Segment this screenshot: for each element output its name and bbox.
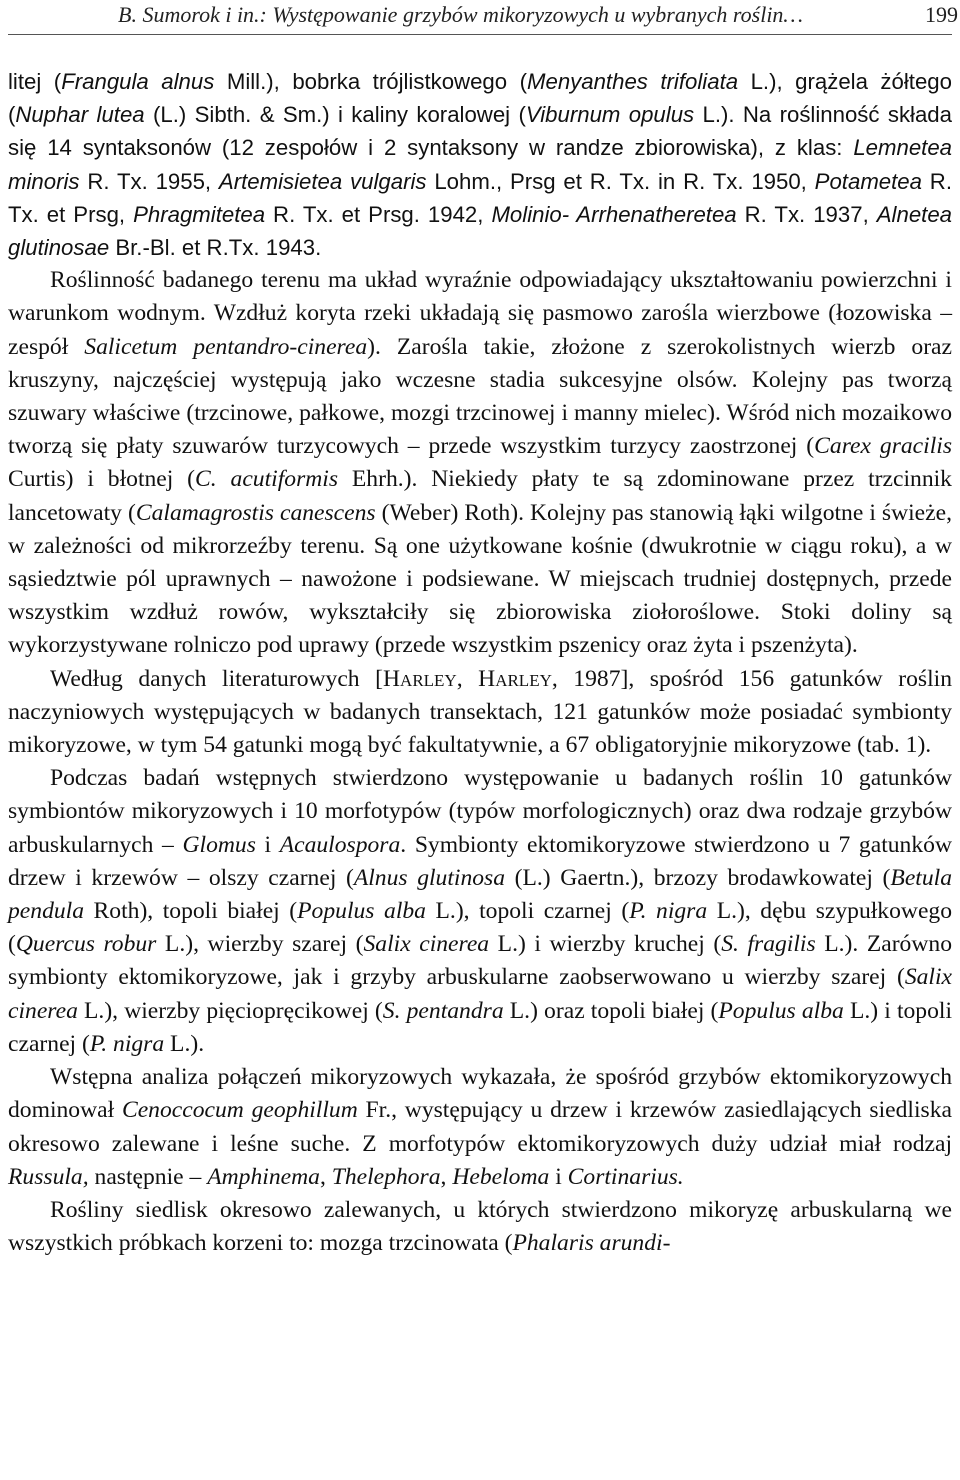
text-run: L.) i wierzby kruchej (: [489, 931, 722, 958]
text-run: R. Tx. 1937,: [736, 201, 877, 227]
italic-term: Glomus: [182, 831, 256, 858]
paragraph: [8, 1061, 952, 1194]
text-run: L.). Zarówno symbionty ektomikoryzowe, jak i grzyby arbuskularne zaobserwowano u wierzby szarej (: [8, 931, 952, 991]
italic-term: Salix cinerea: [363, 931, 490, 958]
italic-term: Lemnetea minoris: [8, 135, 952, 194]
italic-term: Populus alba: [297, 898, 426, 925]
italic-term: Molinio- Arrhenatheretea: [491, 201, 737, 227]
italic-term: Potametea: [814, 168, 922, 194]
italic-term: Frangula alnus: [61, 69, 215, 94]
italic-term: Nuphar lutea: [15, 102, 145, 128]
italic-term: Acaulospora: [279, 831, 401, 858]
text-run: Roth), topoli białej (: [84, 898, 298, 925]
italic-term: Salicetum pentandro-cinerea: [84, 333, 368, 360]
italic-term: Amphinema: [207, 1163, 320, 1190]
text-run: L.) i topoli czarnej (: [8, 997, 952, 1057]
italic-term: Phragmitetea: [133, 201, 266, 227]
text-run: L.) oraz topoli białej (: [503, 997, 719, 1024]
italic-term: Cenoccocum geophillum: [121, 1097, 358, 1124]
paragraph: [8, 663, 952, 763]
text-run: Podczas badań wstępnych stwierdzono występowanie u badanych roślin 10 gatunków symbiontów mikoryzowych i 10 morfotypów (typów morfologicznych) oraz dwa rodzaje grzybów arbuskularnych –: [8, 765, 952, 858]
italic-term: Viburnum opulus: [525, 102, 695, 128]
running-header: [8, 0, 958, 35]
text-run: i: [549, 1163, 568, 1190]
text-run: ). Zarośla takie, złożone z szerokolistnych wierzb oraz kruszyny, najczęściej występują jako wczesne stadia sukcesyjne olsów. Kolejny pas tworzą szuwary właściwe (trzcinowe, pałkowe, mozgi trzcinowej i manny mielec). Wśród nich mozaikowo tworzą się płaty szuwarów turzycowych – przede wszystkim turzycy zaostrzonej (: [8, 333, 952, 460]
italic-term: Populus alba: [718, 997, 844, 1024]
italic-term: Phalaris arundi-: [512, 1230, 671, 1257]
text-run: ,: [440, 1163, 453, 1190]
text-run: R. Tx. et Prsg,: [8, 168, 952, 227]
text-run: i: [255, 831, 280, 858]
paragraph: [8, 264, 952, 662]
text-run: L.), wierzby szarej (: [156, 931, 364, 958]
text-run: litej (: [8, 69, 62, 94]
italic-term: Salix cinerea: [8, 964, 952, 1024]
italic-term: P. nigra: [629, 898, 708, 925]
text-run: (Weber) Roth). Kolejny pas stanowią łąki wilgotne i świeże, w zależności od mikrorzeźby terenu. Są one użytkowane kośnie (dwukrotnie w ciągu roku), a w sąsiedztwie pól uprawnych – nawożone i podsiewane. W miejscach trudniej dostępnych, przede wszystkim wzdłuż rowów, wykształciły się zbiorowiska ziołoroślowe. Stoki doliny są wykorzystywane rolniczo pod uprawy (przede wszystkim pszenicy oraz żyta i pszenżyta).: [8, 499, 952, 659]
italic-term: S. pentandra: [382, 997, 504, 1024]
italic-term: Hebeloma: [452, 1163, 550, 1190]
text-run: (L.) Gaertn.), brzozy brodawkowatej (: [505, 864, 891, 891]
italic-term: Calamagrostis canescens: [135, 499, 376, 526]
paragraph: [8, 1194, 952, 1260]
page: [8, 0, 958, 1260]
article-body: [8, 65, 952, 1260]
text-run: , 1987], spośród 156 gatunków roślin naczyniowych występujących w badanych transektach, 121 gatunków może posiadać symbionty mikoryzowe, w tym 54 gatunki mogą być fakultatywnie, a 67 obligatoryjnie mikoryzowe (tab. 1).: [8, 665, 953, 759]
text-run: . Symbionty ektomikoryzowe stwierdzono u 7 gatunków drzew i krzewów – olszy czarnej (: [8, 831, 952, 891]
text-run: L.), topoli czarnej (: [425, 898, 630, 925]
text-run: L.). Na roślinność składa się 14 syntaksonów (12 zespołów i 2 syntaksony w randze zbiorowiska), z klas:: [8, 102, 952, 161]
text-run: Fr., występujący u drzew i krzewów zasiedlających siedliska okresowo zalewane i leśne suche. Z morfotypów ektomikoryzowych duży udział miał rodzaj: [8, 1097, 952, 1157]
text-run: ,: [319, 1163, 332, 1190]
italic-term: Quercus robur: [15, 931, 157, 958]
text-run: Według danych literaturowych [: [50, 665, 383, 692]
italic-term: S. fragilis: [721, 931, 816, 958]
text-run: Ehrh.). Niekiedy płaty te są zdominowane przez trzcinnik lancetowaty (: [8, 466, 952, 526]
text-run: L.), dębu szypułkowego (: [8, 898, 953, 958]
author-name: Harley: [383, 665, 457, 692]
paragraph: [8, 65, 952, 264]
italic-term: Thelephora: [331, 1163, 441, 1190]
italic-term: Alnus glutinosa: [353, 864, 506, 891]
text-run: Roślinność badanego terenu ma układ wyraźnie odpowiadający ukształtowaniu powierzchni i warunkom wodnym. Wzdłuż koryta rzeki układają się pasmowo zarośla wierzbowe (łozowiska – zespół: [8, 267, 952, 360]
text-run: ,: [456, 665, 479, 692]
text-run: L.), wierzby pięciopręcikowej (: [77, 997, 383, 1024]
text-run: R. Tx. et Prsg. 1942,: [265, 201, 492, 227]
italic-term: Russula,: [8, 1163, 89, 1190]
italic-term: Menyanthes trifoliata: [527, 69, 739, 94]
text-run: L.), grążela żółtego (: [8, 69, 952, 128]
text-run: Wstępna analiza połączeń mikoryzowych wykazała, że spośród grzybów ektomikoryzowych dominował: [8, 1064, 952, 1124]
italic-term: Betula pendula: [8, 864, 953, 925]
italic-term: Carex gracilis: [814, 433, 952, 460]
italic-term: Alnetea glutinosae: [8, 201, 953, 261]
text-run: Lohm., Prsg et R. Tx. in R. Tx. 1950,: [426, 168, 815, 194]
text-run: następnie –: [88, 1163, 208, 1190]
running-title: B. Sumorok i in.: Występowanie grzybów mikoryzowych u wybranych roślin…: [118, 2, 803, 27]
paragraph: [8, 762, 952, 1061]
author-name: Harley: [478, 665, 552, 692]
text-run: Br.-Bl. et R.Tx. 1943.: [109, 235, 322, 261]
text-run: L.).: [164, 1030, 205, 1057]
text-run: Rośliny siedlisk okresowo zalewanych, u których stwierdzono mikoryzę arbuskularną we wszystkich próbkach korzeni to: mozga trzcinowata (: [8, 1196, 952, 1257]
page-number: 199: [925, 2, 958, 27]
text-run: (L.) Sibth. & Sm.) i kaliny koralowej (: [144, 102, 526, 128]
text-run: Curtis) i błotnej (: [8, 466, 196, 493]
italic-term: P. nigra: [89, 1030, 165, 1057]
text-run: Mill.), bobrka trójlistkowego (: [214, 69, 527, 94]
text-run: R. Tx. 1955,: [79, 168, 219, 194]
italic-term: C. acutiformis: [195, 466, 339, 493]
italic-term: Cortinarius.: [567, 1163, 684, 1190]
italic-term: Artemisietea vulgaris: [218, 168, 427, 194]
